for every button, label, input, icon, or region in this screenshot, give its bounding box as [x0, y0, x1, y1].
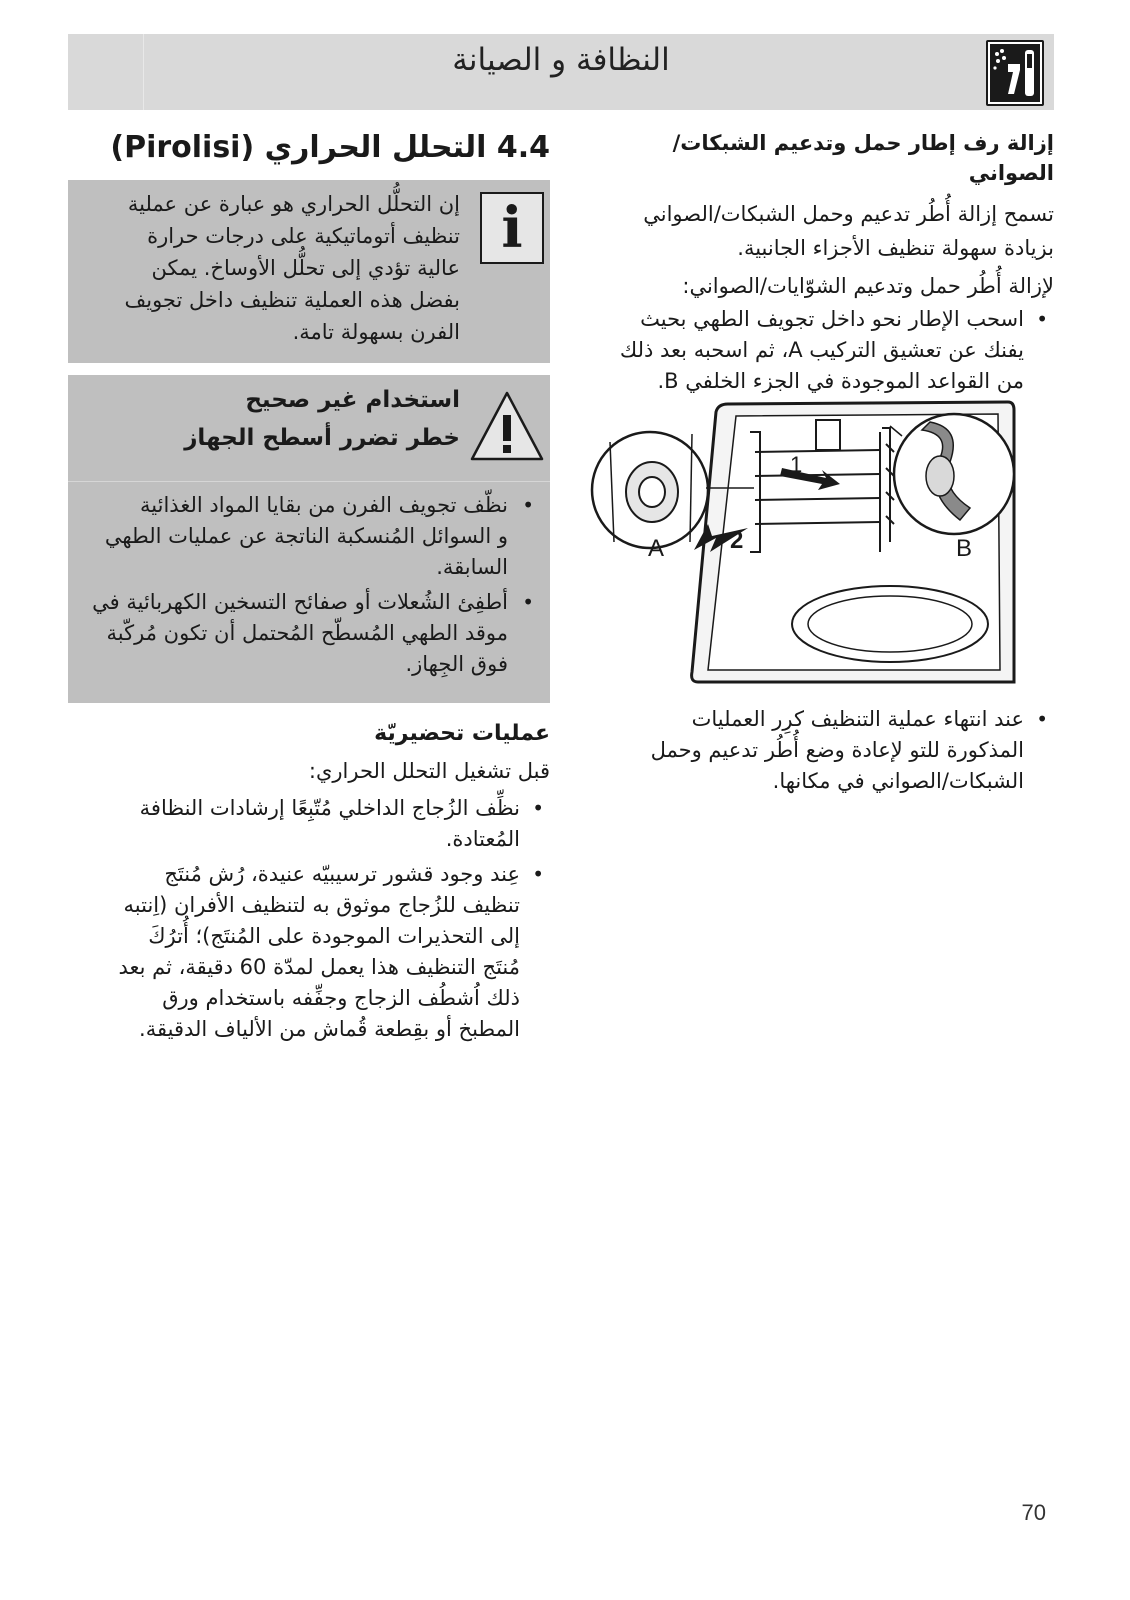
figure-label-2: 2	[730, 527, 744, 554]
cleaning-tools-icon	[986, 40, 1044, 106]
right-column	[592, 128, 1054, 401]
intro-line: تسمح إزالة أُطُر تدعيم وحمل الشبكات/الصواني	[643, 202, 1054, 226]
figure-label-a: A	[648, 535, 665, 562]
warning-triangle-icon	[468, 387, 546, 469]
list-item: • نظّف تجويف الفرن من بقايا المواد الغذائية و السوائل المُنسكبة الناتجة عن عمليات الطهي السابقة.	[80, 490, 540, 583]
intro-line: بزيادة سهولة تنظيف الأجزاء الجانبية.	[737, 236, 1054, 260]
warning-list	[80, 490, 540, 680]
list-item: • عِند وجود قشور ترسيبيّه عنيدة، رُش مُنتَج تنظيف للزُجاج موثوق به لتنظيف الأفران (اِنتبه إلى التحذيرات الموجودة على المُنتَج)؛ أُترُكَ مُنتَج التنظيف هذا يعمل لمدّة 60 دقيقة، ثم بعد ذلك اُشطُف الزجاج وجفِّفه باستخدام ورق المطبخ أو بقِطعة قُماش من الألياف الدقيقة.	[68, 859, 550, 1045]
removal-steps	[592, 304, 1054, 397]
info-text: إن التحلُّل الحراري هو عبارة عن عملية تنظيف أتوماتيكية على درجات حرارة عالية تؤدي إلى تحلُّل الأوساخ. يمكن بفضل هذه العملية تنظيف داخل تجويف الفرن بسهولة تامة.	[124, 192, 460, 344]
list-item: • اسحب الإطار نحو داخل تجويف الطهي بحيث يفنك عن تعشيق التركيب A، ثم اسحبه بعد ذلك من القواعد الموجودة في الجزء الخلفي B.	[592, 304, 1054, 397]
figure-label-1: 1	[790, 452, 803, 477]
figure-label-b: B	[956, 535, 973, 562]
info-icon: i	[480, 192, 544, 264]
list-item: • نظِّف الزُجاج الداخلي مُتّبِعًا إرشادات النظافة المُعتادة.	[68, 793, 550, 855]
warning-box-header	[68, 375, 550, 481]
reassembly-list	[592, 704, 1054, 797]
header-title: النظافة و الصيانة	[452, 42, 670, 78]
page-header	[68, 34, 1054, 110]
page-number: 70	[1021, 1500, 1046, 1525]
preparation-heading: عمليات تحضيريّة	[374, 721, 550, 746]
oven-frame-illustration	[590, 392, 1040, 692]
warning-box-body	[68, 481, 550, 703]
warning-title: استخدام غير صحيح خطر تضرر أسطح الجهاز	[184, 387, 460, 451]
list-item: • أطفِئ الشُعلات أو صفائح التسخين الكهربائية في موقد الطهي المُسطّح المُحتمل أن تكون مُركّبة فوق الجِهاز.	[80, 587, 540, 680]
section-title: 4.4 التحلل الحراري (Pirolisi)	[110, 130, 550, 165]
preparation-list	[68, 793, 550, 1045]
preparation-intro: قبل تشغيل التحلل الحراري:	[308, 759, 550, 783]
info-box	[68, 180, 550, 363]
left-column	[68, 128, 550, 1049]
list-item: • عند انتهاء عملية التنظيف كرِر العمليات المذكورة للتو لإعادة وضع أُطُر تدعيم وحمل الشبكات/الصواني في مكانها.	[592, 704, 1054, 797]
frame-removal-heading: إزالة رف إطار حمل وتدعيم الشبكات/الصواني	[672, 131, 1054, 185]
reassembly-note	[592, 704, 1054, 801]
removal-label: لإزالة أُطُر حمل وتدعيم الشوّايات/الصواني:	[682, 274, 1054, 298]
